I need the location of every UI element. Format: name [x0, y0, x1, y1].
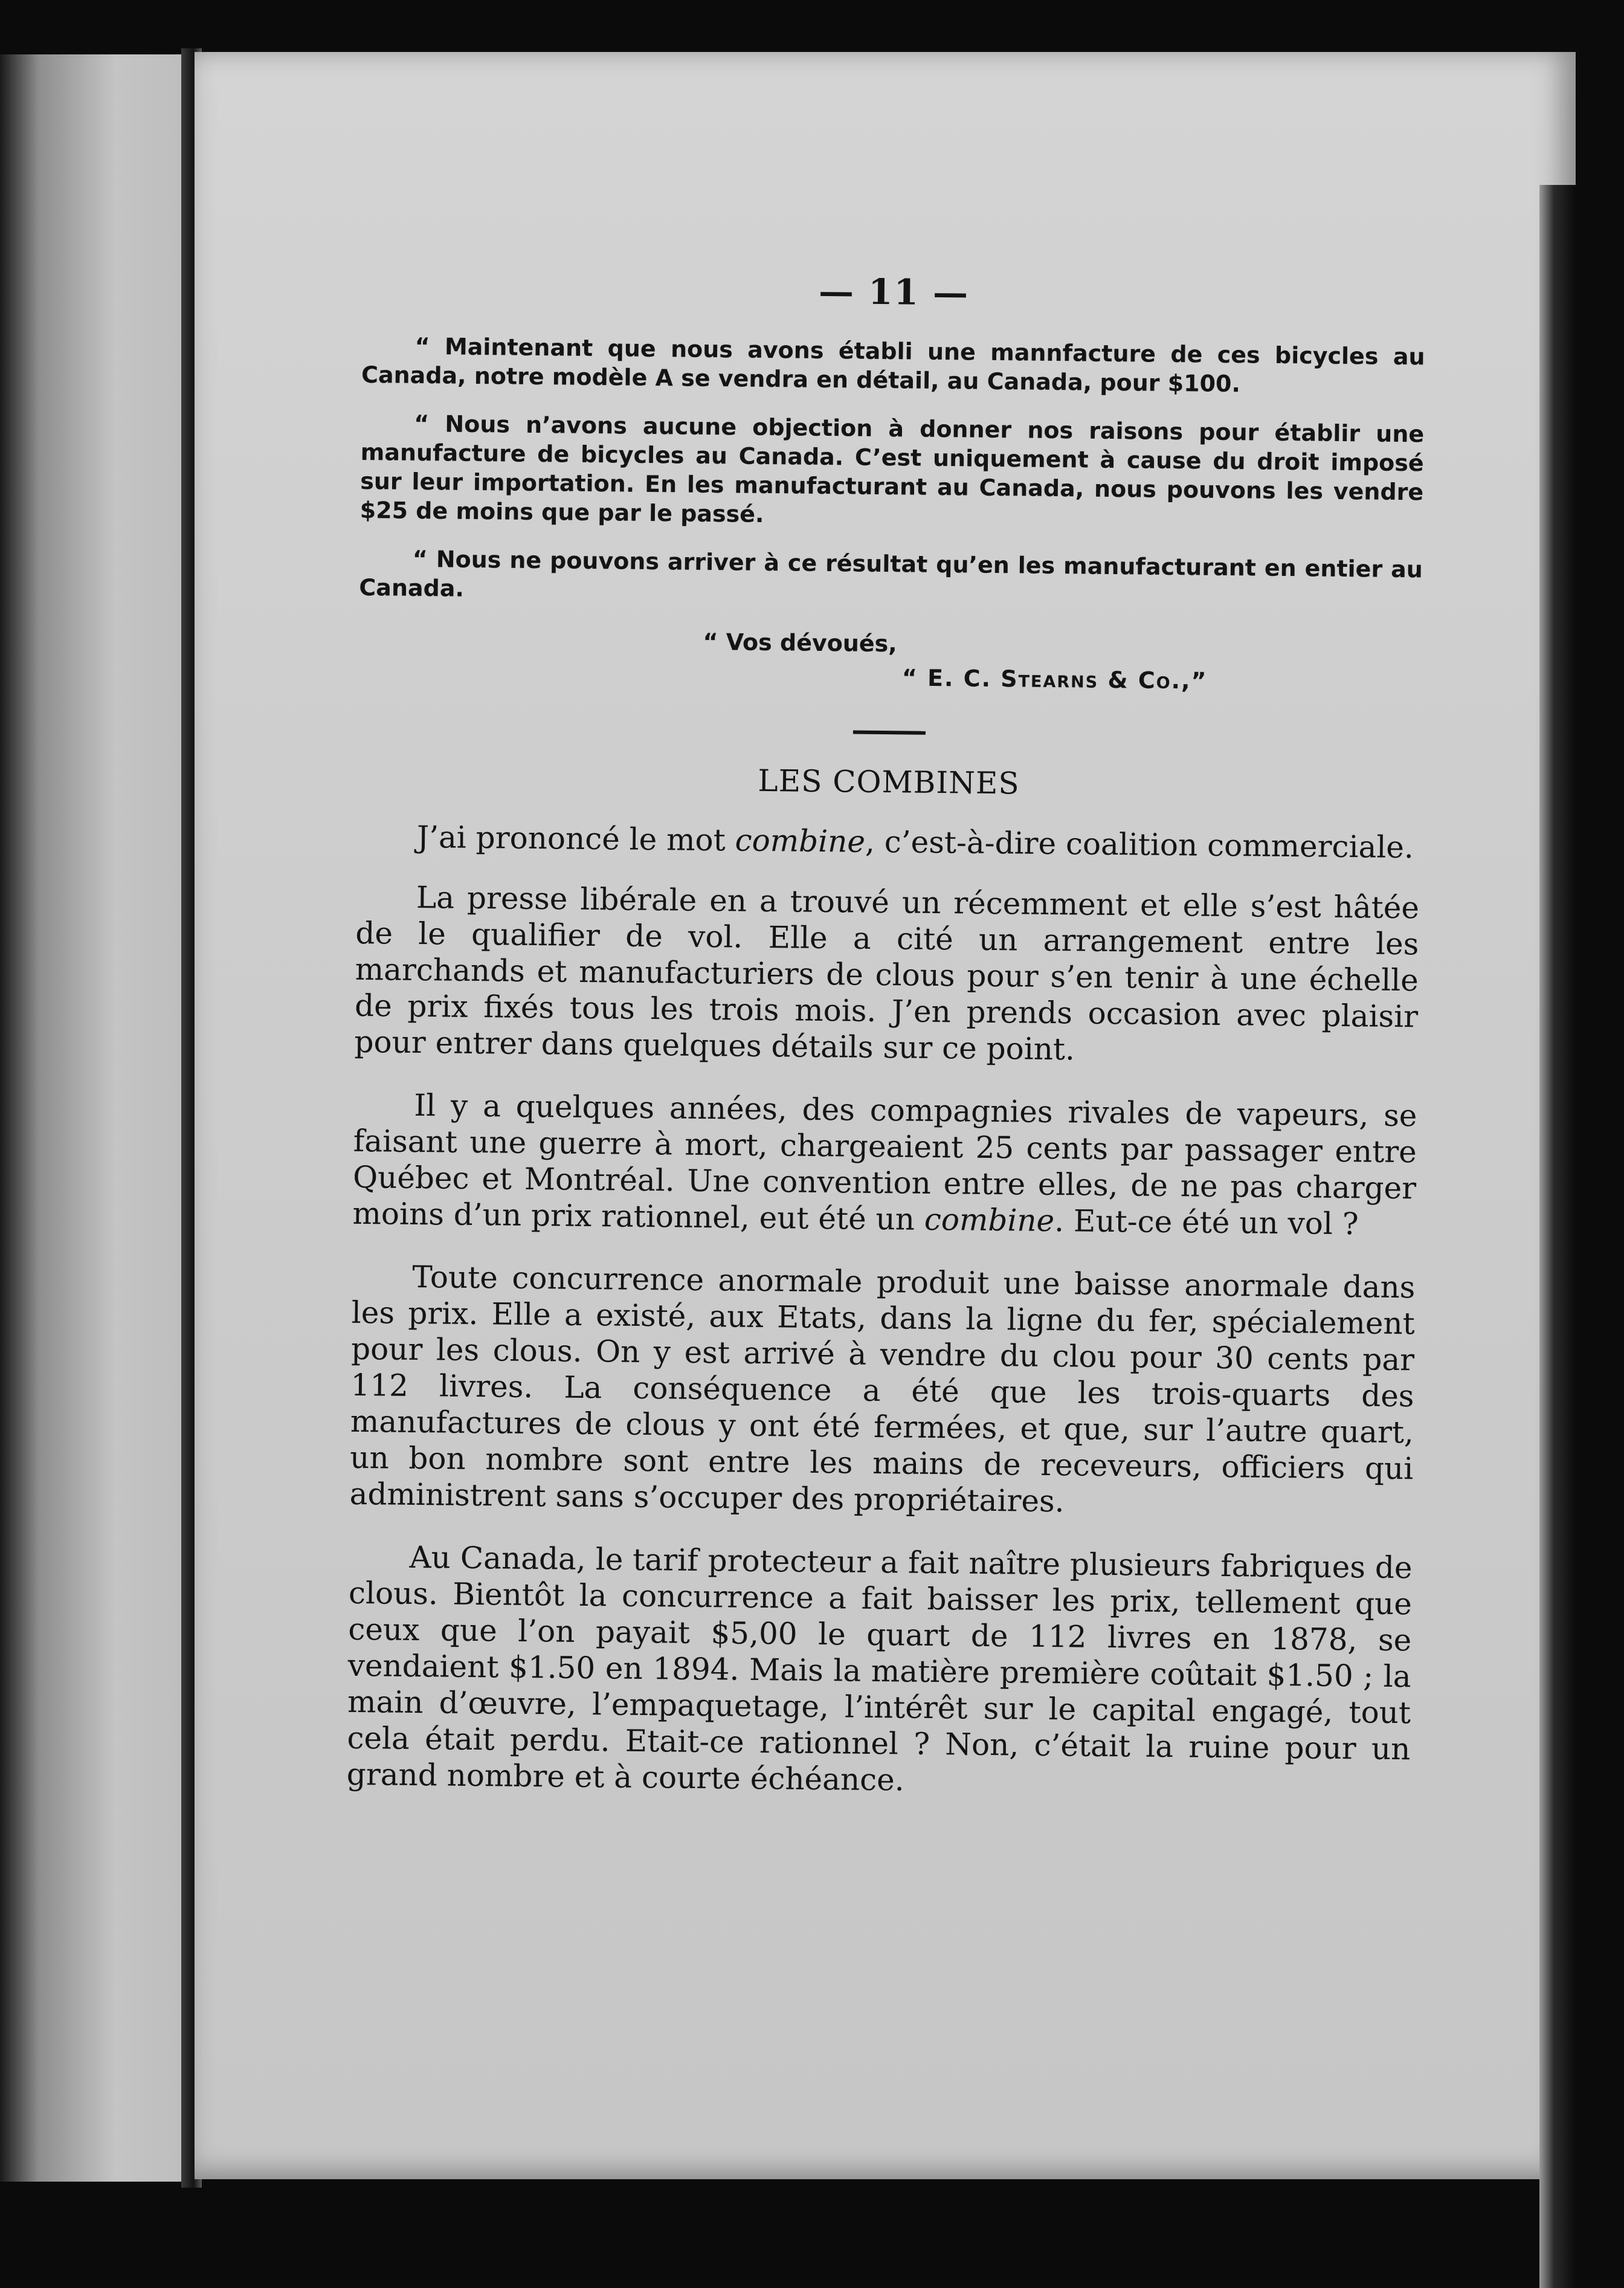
letter-closing: “ Vos dévoués,: [703, 628, 897, 658]
letter-paragraph-1: “ Maintenant que nous avons établi une mannfacture de ces bicycles au Canada, notre modèle A se vendra en détail, au Canada, pour $100.: [361, 332, 1425, 398]
letter-paragraph-3: “ Nous ne pouvons arriver à ce résultat qu’en les manufacturant en entier au Canada.: [359, 545, 1423, 602]
body-text: [347, 818, 1420, 1803]
page-number: — 11 —: [818, 270, 970, 314]
body-paragraph-5: Au Canada, le tarif protecteur a fait naître plusieurs fabriques de clous. Bientôt la concurrence a fait baisser les prix, tellement que ceux que l’on payait $5,00 le quart de 112 livres en 1878, se vendaient $1.50 en 1894. Mais la matière première coûtait $1.50 ; la main d’œuvre, l’empaquetage, l’intérêt sur le capital engagé, tout cela était perdu. Etait-ce rationnel ? Non, c’était la ruine pour un grand nombre et à courte échéance.: [346, 1539, 1413, 1798]
body-paragraph-1: J’ai prononcé le mot combine, c’est-à-dire coalition commerciale.: [416, 819, 1414, 865]
body-paragraph-4: Toute concurrence anormale produit une baisse anormale dans les prix. Elle a existé, aux Etats, dans la ligne du fer, spécialement pour les clous. On y est arrivé à vendre du clou pour 30 cents par 112 livres. La conséquence a été que les trois-quarts des manufactures de clous y ont été fermées, et que, sur l’autre quart, un bon nombre sont entre les mains de receveurs, officiers qui administrent sans s’occuper des propriétaires.: [349, 1259, 1416, 1519]
emphasis-combine: combine: [735, 822, 866, 859]
letter-signature: “ E. C. Stearns & Co.,”: [901, 664, 1208, 694]
page-content: [346, 266, 1426, 1830]
emphasis-combine: combine: [924, 1201, 1055, 1239]
body-paragraph-3: Il y a quelques années, des compagnies rivales de vapeurs, se faisant une guerre à mort, chargeaient 25 cents par passager entre Québec et Montréal. Une convention entre elles, de ne pas charger moins d’un prix rationnel, eut été un combine. Eut-ce été un vol ?: [352, 1087, 1417, 1242]
section-divider: [853, 731, 926, 735]
section-title: LES COMBINES: [758, 763, 1020, 801]
left-page-edge: [0, 54, 192, 2182]
quoted-letter: [358, 331, 1425, 700]
page-right-edge: [1539, 185, 1576, 2288]
body-paragraph-2: La presse libérale en a trouvé un récemment et elle s’est hâtée de le qualifier de vol. Elle a cité un arrangement entre les marchands et manufacturiers de clous pour s’en tenir à une échelle de prix fixés tous les trois mois. J’en prends occasion avec plaisir pour entrer dans quelques détails sur ce point.: [354, 879, 1420, 1067]
letter-paragraph-2: “ Nous n’avons aucune objection à donner nos raisons pour établir une manufacture de bicycles au Canada. C’est uniquement à cause du droit imposé sur leur importation. En les manufacturant au Canada, nous pouvons les vendre $25 de moins que par le passé.: [359, 410, 1425, 528]
